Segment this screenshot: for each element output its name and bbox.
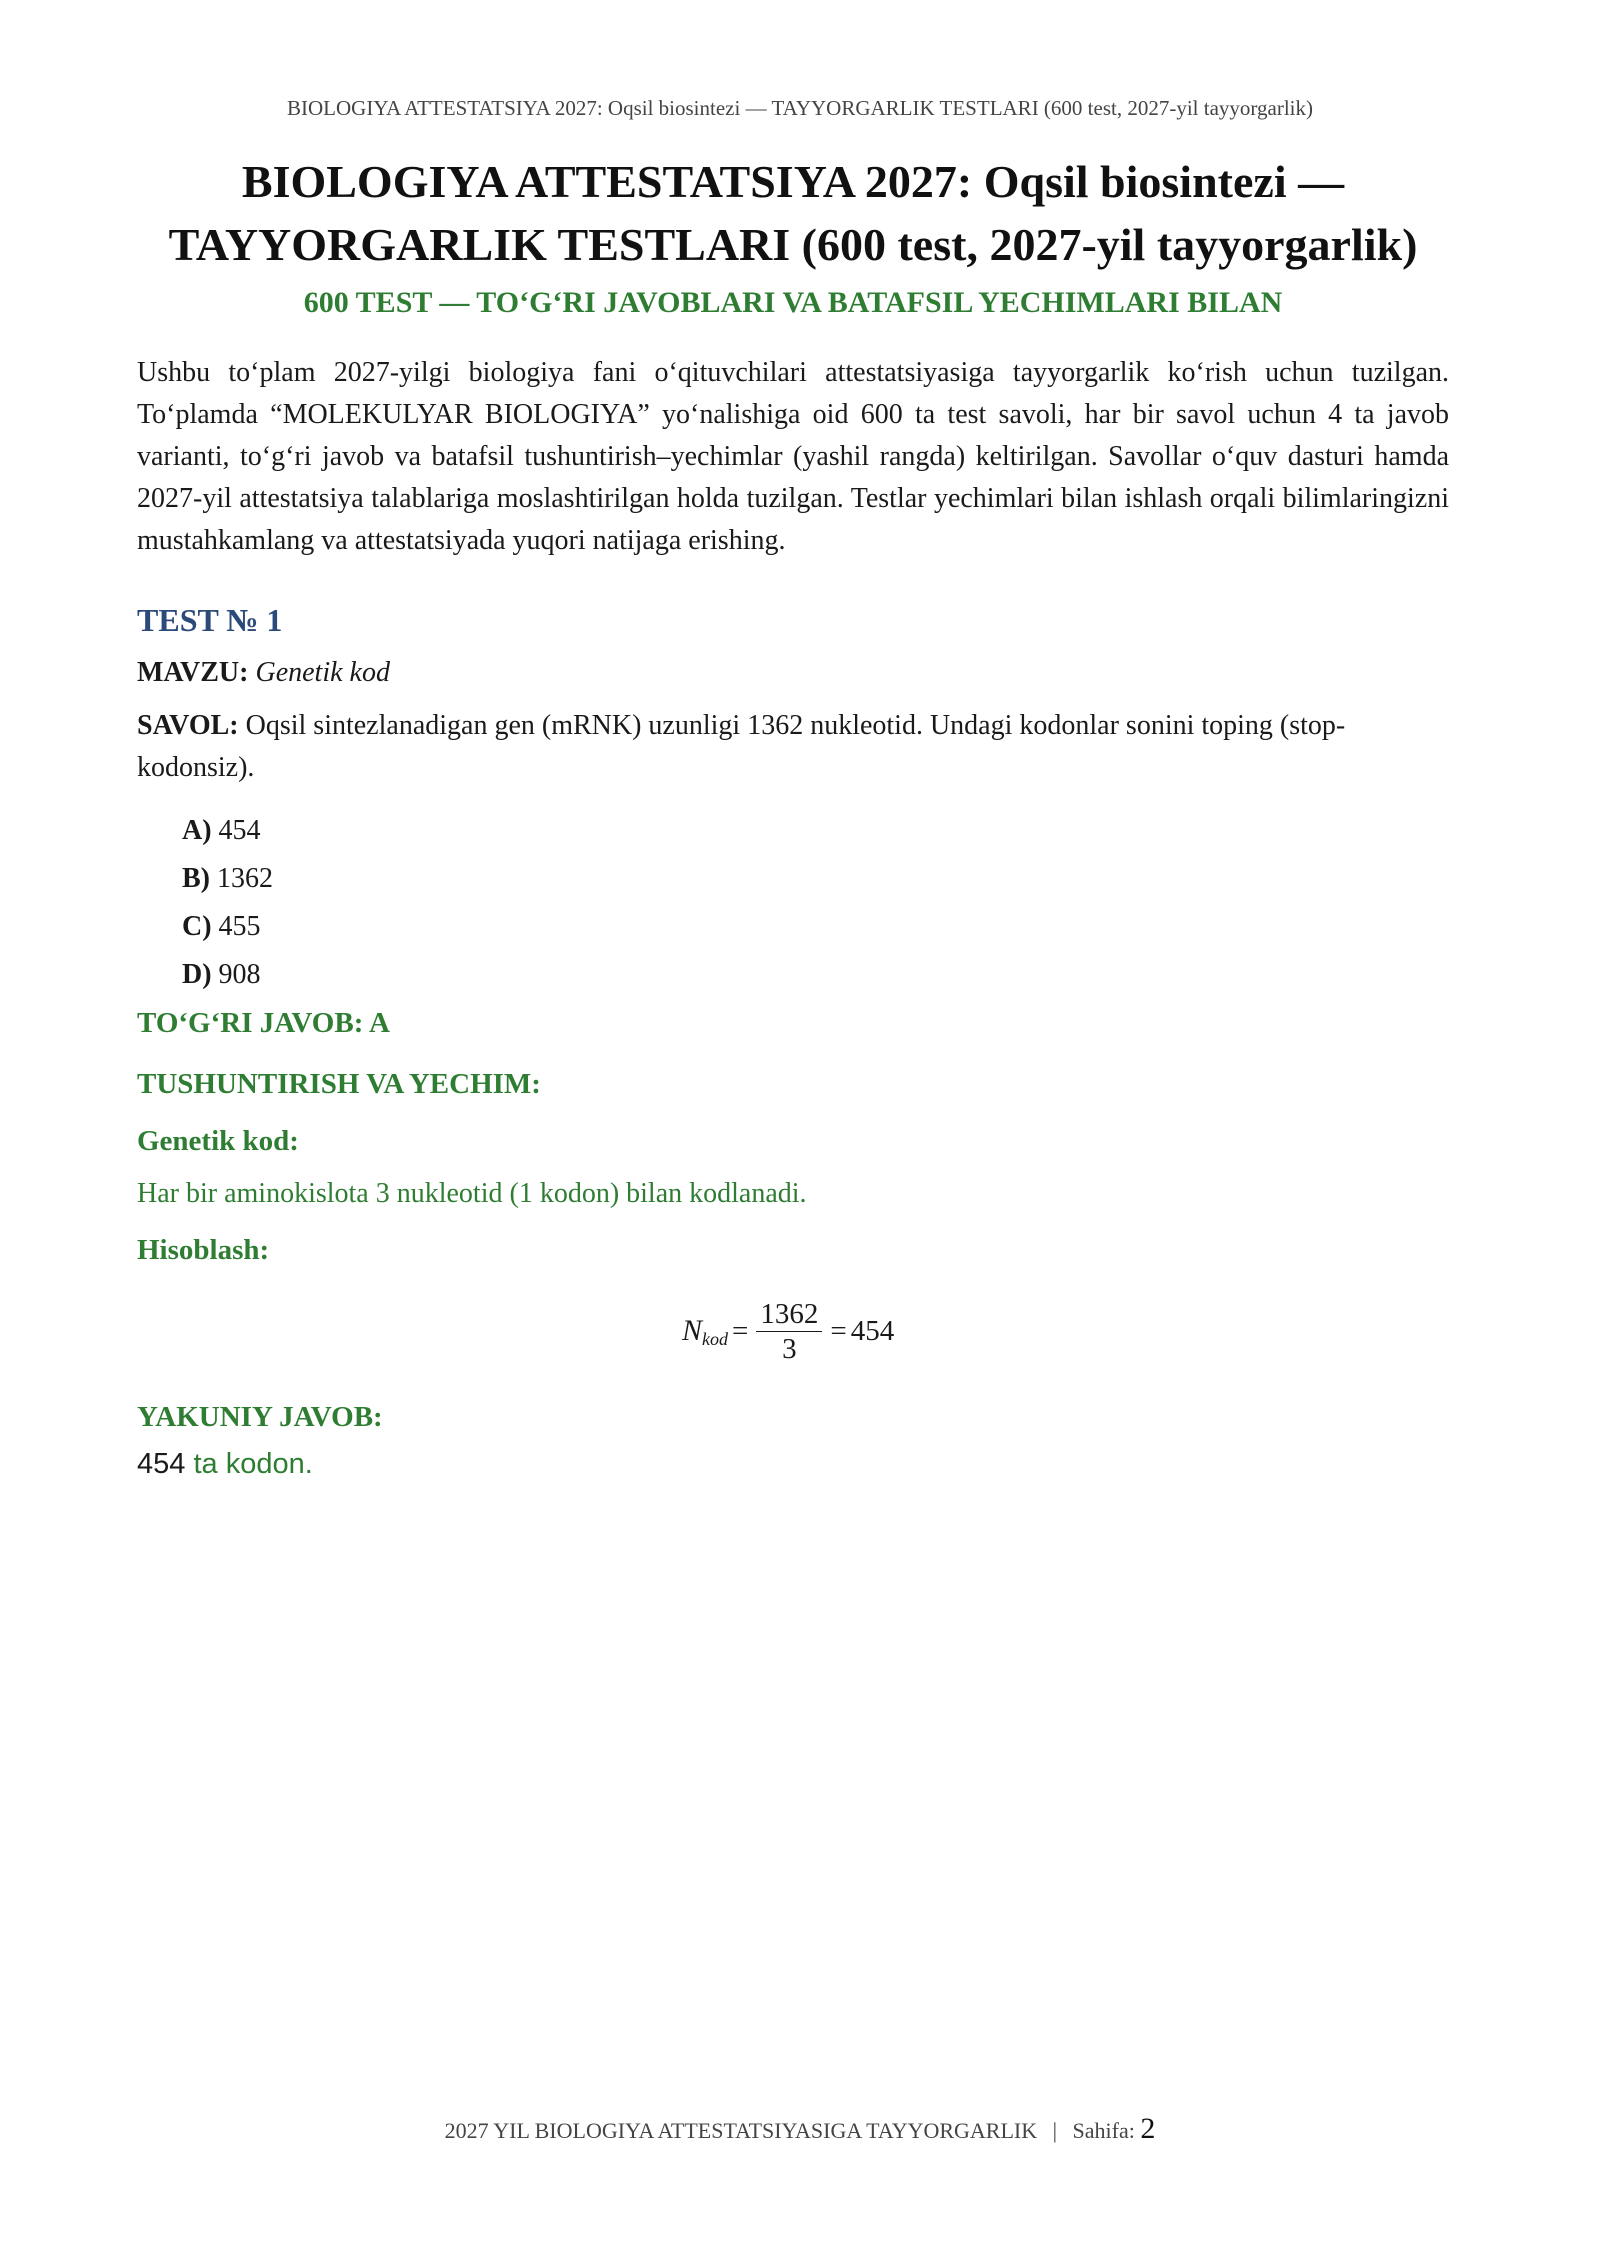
formula-subscript: kod [702,1328,729,1349]
footer-separator: | [1052,2118,1058,2143]
page-footer [0,2112,1600,2146]
option-d [182,951,1449,999]
document-subtitle: 600 TEST — TO‘G‘RI JAVOBLARI VA BATAFSIL YECHIMLARI BILAN [303,286,1283,319]
document-title-line-2: TAYYORGARLIK TESTLARI (600 test, 2027-yil tayyorgarlik) [168,219,1418,270]
formula-denominator: 3 [782,1332,797,1365]
option-c [182,903,1449,951]
option-text: 454 [218,815,261,846]
option-letter: C) [182,911,212,942]
page-content [137,150,1449,1481]
question-label: SAVOL: [137,710,239,741]
calculation-heading: Hisoblash: [137,1234,270,1266]
formula-symbol: N [682,1314,703,1347]
genetic-code-heading: Genetik kod: [137,1125,299,1157]
test-heading: TEST № 1 [137,602,283,638]
formula-equals-2: = [830,1314,847,1347]
final-answer-unit: ta kodon. [193,1448,313,1480]
explanation-heading: TUSHUNTIRISH VA YECHIM: [137,1068,541,1100]
formula-numerator: 1362 [760,1297,819,1330]
question-line [137,705,1449,789]
option-b [182,855,1449,903]
option-text: 1362 [217,863,273,894]
topic-label: MAVZU: [137,657,249,688]
document-title-line-1: BIOLOGIYA ATTESTATSIYA 2027: Oqsil biosintezi — [241,156,1345,207]
formula-block [137,1293,1449,1373]
formula-equals-1: = [732,1314,749,1347]
running-header: BIOLOGIYA ATTESTATSIYA 2027: Oqsil biosintezi — TAYYORGARLIK TESTLARI (600 test, 2027-yil tayyorgarlik) [287,96,1313,120]
page-number: 2 [1140,2112,1156,2145]
final-answer [137,1448,1449,1481]
page-label: Sahifa: [1072,2118,1135,2143]
codon-formula [682,1293,894,1369]
question-text: Oqsil sintezlanadigan gen (mRNK) uzunligi 1362 nukleotid. Undagi kodonlar sonini toping (stop-kodonsiz). [137,710,1346,783]
option-letter: D) [182,959,212,990]
footer-text: 2027 YIL BIOLOGIYA ATTESTATSIYASIGA TAYYORGARLIK [444,2118,1038,2143]
correct-answer: TO‘G‘RI JAVOB: A [137,1007,390,1039]
option-letter: A) [182,815,212,846]
final-answer-value: 454 [137,1448,186,1480]
intro-paragraph: Ushbu to‘plam 2027-yilgi biologiya fani o‘qituvchilari attestatsiyasiga tayyorgarlik ko‘rish uchun tuzilgan. To‘plamda “MOLEKULYAR BIOLOGIYA” yo‘nalishiga oid 600 ta test savoli, har bir savol uchun 4 ta javob varianti, to‘g‘ri javob va batafsil tushuntirish–yechimlar (yashil rangda) keltirilgan. Savollar o‘quv dasturi hamda 2027-yil attestatsiya talablariga moslashtirilgan holda tuzilgan. Testlar yechimlari bilan ishlash orqali bilimlaringizni mustahkamlang va attestatsiyada yuqori natijaga erishing. [137,357,1449,556]
option-text: 908 [218,959,261,990]
formula-result: 454 [850,1314,895,1347]
genetic-code-text: Har bir aminokislota 3 nukleotid (1 kodon) bilan kodlanadi. [137,1178,807,1209]
option-a [182,807,1449,855]
option-text: 455 [218,911,261,942]
final-answer-heading: YAKUNIY JAVOB: [137,1401,383,1433]
topic-value: Genetik kod [255,657,390,688]
topic-line [137,657,1449,689]
answer-options [182,807,1449,999]
document-title [137,150,1449,276]
option-letter: B) [182,863,210,894]
formula-fraction [756,1297,822,1366]
